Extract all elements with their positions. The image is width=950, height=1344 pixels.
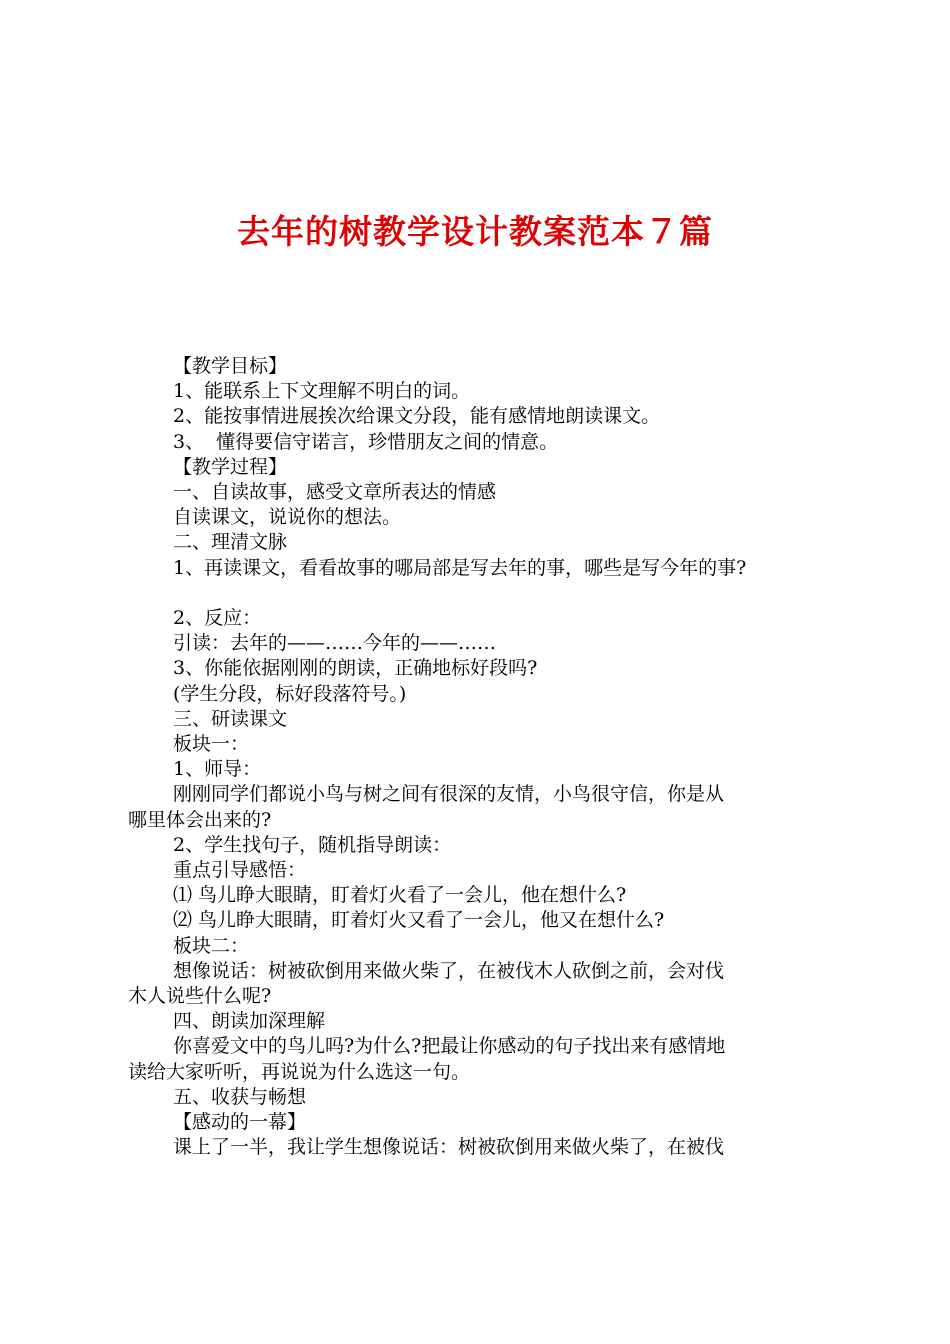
text-line: 二、理清文脉 — [173, 531, 288, 554]
text-line: ⑵ 鸟儿睁大眼睛，盯着灯火又看了一会儿，他又在想什么? — [173, 909, 665, 932]
text-line: ⑴ 鸟儿睁大眼睛，盯着灯火看了一会儿，他在想什么? — [173, 884, 627, 907]
text-line: 刚刚同学们都说小鸟与树之间有很深的友情，小鸟很守信，你是从 — [173, 783, 725, 806]
document-body — [128, 354, 840, 1160]
document-title: 去年的树教学设计教案范本７篇 — [237, 212, 713, 251]
text-line: (学生分段，标好段落符号。) — [173, 682, 407, 705]
text-line: 三、研读课文 — [173, 707, 288, 730]
text-line: 课上了一半，我让学生想像说话：树被砍倒用来做火柴了，在被伐 — [173, 1136, 725, 1159]
text-line: 读给大家听听，再说说为什么选这一句。 — [128, 1060, 471, 1083]
text-line: 板块二： — [173, 934, 250, 957]
text-line: 【感动的一幕】 — [173, 1111, 307, 1134]
text-line: 重点引导感悟： — [173, 859, 307, 882]
text-line: 五、收获与畅想 — [173, 1085, 307, 1108]
text-line: 2、学生找句子，随机指导朗读： — [173, 833, 452, 856]
text-line: 你喜爱文中的鸟儿吗?为什么?把最让你感动的句子找出来有感情地 — [173, 1035, 726, 1058]
text-line: 自读课文，说说你的想法。 — [173, 506, 402, 529]
text-line: 1、师导： — [173, 758, 262, 781]
text-line: 1、再读课文，看看故事的哪局部是写去年的事，哪些是写今年的事? — [173, 556, 747, 579]
text-line: 2、能按事情进展挨次给课文分段，能有感情地朗读课文。 — [173, 405, 661, 428]
text-line: 板块一： — [173, 733, 250, 756]
text-line: 3、你能依据刚刚的朗读，正确地标好段吗? — [173, 657, 538, 680]
text-line: 想像说话：树被砍倒用来做火柴了，在被伐木人砍倒之前，会对伐 — [173, 959, 725, 982]
text-line: 1、能联系上下文理解不明白的词。 — [173, 380, 471, 403]
text-line: 木人说些什么呢? — [128, 985, 272, 1008]
text-line: 一、自读故事，感受文章所表达的情感 — [173, 481, 497, 504]
text-line: 2、反应： — [173, 607, 262, 630]
text-line: 哪里体会出来的? — [128, 808, 272, 831]
text-line: 【教学目标】 — [173, 355, 288, 377]
text-line: 3、 懂得要信守诺言，珍惜朋友之间的情意。 — [173, 430, 559, 453]
blank-line — [128, 581, 840, 606]
text-line: 引读：去年的——……今年的——…… — [173, 632, 497, 655]
text-line: 四、朗读加深理解 — [173, 1010, 326, 1033]
text-line: 【教学过程】 — [173, 455, 288, 478]
